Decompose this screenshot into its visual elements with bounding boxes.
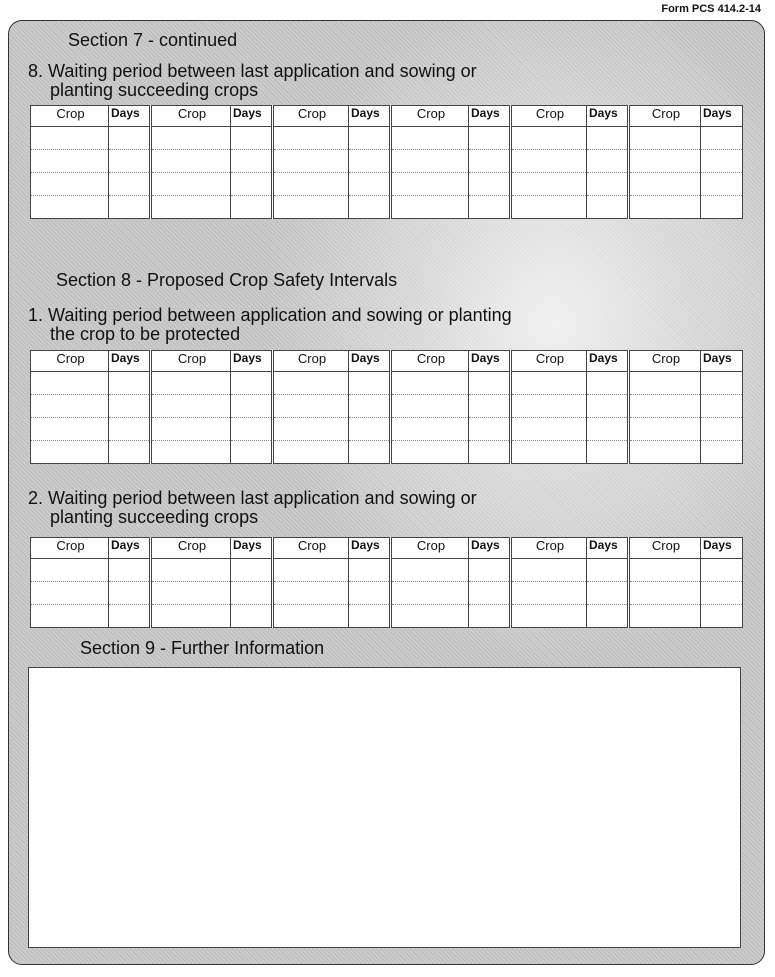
- days-column-header: Days: [231, 538, 273, 559]
- crop-column-header: Crop: [31, 351, 109, 372]
- days-cell[interactable]: [231, 395, 273, 418]
- crop-cell[interactable]: [273, 418, 349, 441]
- table-row: [31, 127, 743, 150]
- days-cell[interactable]: [109, 196, 151, 219]
- days-column-header: Days: [109, 106, 151, 127]
- crop-column-header: Crop: [391, 538, 469, 559]
- crop-cell[interactable]: [31, 372, 109, 395]
- days-cell[interactable]: [587, 372, 629, 395]
- crop-cell[interactable]: [391, 395, 469, 418]
- crop-column-header: Crop: [511, 538, 587, 559]
- section8-q1-label: [28, 306, 512, 344]
- days-cell[interactable]: [469, 173, 511, 196]
- question-line1: 2. Waiting period between last application and sowing or: [28, 488, 477, 508]
- crop-cell[interactable]: [511, 127, 587, 150]
- crop-column-header: Crop: [629, 106, 701, 127]
- crop-cell[interactable]: [151, 605, 231, 628]
- crop-cell[interactable]: [629, 196, 701, 219]
- crop-cell[interactable]: [273, 605, 349, 628]
- days-cell[interactable]: [109, 150, 151, 173]
- days-cell[interactable]: [349, 418, 391, 441]
- crop-cell[interactable]: [273, 196, 349, 219]
- crop-cell[interactable]: [273, 150, 349, 173]
- days-column-header: Days: [469, 106, 511, 127]
- days-cell[interactable]: [469, 196, 511, 219]
- question-line2: planting succeeding crops: [50, 507, 259, 527]
- crop-cell[interactable]: [391, 150, 469, 173]
- days-cell[interactable]: [109, 559, 151, 582]
- days-cell[interactable]: [469, 150, 511, 173]
- days-cell[interactable]: [701, 372, 743, 395]
- crop-cell[interactable]: [511, 582, 587, 605]
- days-cell[interactable]: [349, 196, 391, 219]
- days-column-header: Days: [701, 351, 743, 372]
- days-column-header: Days: [587, 538, 629, 559]
- crop-cell[interactable]: [31, 441, 109, 464]
- crop-table-section7-q8: [30, 105, 743, 219]
- days-cell[interactable]: [587, 395, 629, 418]
- crop-column-header: Crop: [151, 538, 231, 559]
- days-cell[interactable]: [701, 150, 743, 173]
- table-row: [31, 559, 743, 582]
- question-line2: planting succeeding crops: [50, 80, 259, 100]
- section7-q8-label: [28, 62, 477, 100]
- days-cell[interactable]: [587, 441, 629, 464]
- days-cell[interactable]: [469, 605, 511, 628]
- days-cell[interactable]: [231, 605, 273, 628]
- days-cell[interactable]: [349, 395, 391, 418]
- days-cell[interactable]: [109, 173, 151, 196]
- crop-cell[interactable]: [31, 173, 109, 196]
- days-cell[interactable]: [587, 582, 629, 605]
- crop-cell[interactable]: [511, 173, 587, 196]
- days-column-header: Days: [349, 106, 391, 127]
- days-cell[interactable]: [231, 418, 273, 441]
- days-column-header: Days: [109, 538, 151, 559]
- days-column-header: Days: [349, 538, 391, 559]
- days-cell[interactable]: [701, 395, 743, 418]
- days-cell[interactable]: [701, 196, 743, 219]
- days-cell[interactable]: [587, 559, 629, 582]
- days-cell[interactable]: [587, 173, 629, 196]
- days-cell[interactable]: [701, 559, 743, 582]
- crop-cell[interactable]: [273, 441, 349, 464]
- crop-cell[interactable]: [151, 372, 231, 395]
- crop-cell[interactable]: [629, 418, 701, 441]
- days-column-header: Days: [587, 351, 629, 372]
- further-information-field[interactable]: [28, 667, 741, 948]
- crop-column-header: Crop: [629, 538, 701, 559]
- table-row: [31, 441, 743, 464]
- table-row: [31, 605, 743, 628]
- crop-cell[interactable]: [629, 605, 701, 628]
- crop-table-section8-q2: [30, 537, 743, 628]
- table-row: [31, 395, 743, 418]
- crop-cell[interactable]: [629, 559, 701, 582]
- crop-cell[interactable]: [151, 582, 231, 605]
- days-cell[interactable]: [349, 559, 391, 582]
- days-cell[interactable]: [349, 372, 391, 395]
- crop-cell[interactable]: [391, 372, 469, 395]
- crop-cell[interactable]: [151, 559, 231, 582]
- crop-column-header: Crop: [391, 106, 469, 127]
- table-row: [31, 150, 743, 173]
- days-cell[interactable]: [109, 441, 151, 464]
- days-column-header: Days: [587, 106, 629, 127]
- crop-cell[interactable]: [31, 196, 109, 219]
- question-line1: 8. Waiting period between last application and sowing or: [28, 61, 477, 81]
- section8-heading: Section 8 - Proposed Crop Safety Intervals: [56, 270, 398, 290]
- days-cell[interactable]: [109, 372, 151, 395]
- crop-cell[interactable]: [511, 196, 587, 219]
- crop-cell[interactable]: [273, 173, 349, 196]
- crop-cell[interactable]: [151, 127, 231, 150]
- crop-cell[interactable]: [629, 127, 701, 150]
- crop-cell[interactable]: [511, 372, 587, 395]
- crop-cell[interactable]: [151, 418, 231, 441]
- section8-q2-label: [28, 489, 477, 527]
- crop-cell[interactable]: [151, 441, 231, 464]
- crop-cell[interactable]: [151, 395, 231, 418]
- table-row: [31, 196, 743, 219]
- table-row: [31, 418, 743, 441]
- days-cell[interactable]: [469, 582, 511, 605]
- days-cell[interactable]: [587, 418, 629, 441]
- days-cell[interactable]: [231, 127, 273, 150]
- days-cell[interactable]: [349, 173, 391, 196]
- crop-cell[interactable]: [31, 418, 109, 441]
- crop-cell[interactable]: [511, 605, 587, 628]
- crop-cell[interactable]: [273, 127, 349, 150]
- days-cell[interactable]: [701, 173, 743, 196]
- days-column-header: Days: [349, 351, 391, 372]
- crop-column-header: Crop: [391, 351, 469, 372]
- crop-cell[interactable]: [273, 582, 349, 605]
- days-cell[interactable]: [587, 127, 629, 150]
- days-cell[interactable]: [109, 582, 151, 605]
- crop-cell[interactable]: [629, 441, 701, 464]
- form-number: Form PCS 414.2-14: [661, 3, 761, 15]
- crop-cell[interactable]: [31, 395, 109, 418]
- days-cell[interactable]: [349, 150, 391, 173]
- crop-cell[interactable]: [629, 150, 701, 173]
- days-column-header: Days: [231, 106, 273, 127]
- crop-cell[interactable]: [391, 441, 469, 464]
- crop-column-header: Crop: [629, 351, 701, 372]
- crop-column-header: Crop: [511, 351, 587, 372]
- crop-cell[interactable]: [151, 173, 231, 196]
- days-cell[interactable]: [701, 605, 743, 628]
- days-cell[interactable]: [701, 582, 743, 605]
- crop-cell[interactable]: [511, 559, 587, 582]
- days-cell[interactable]: [109, 605, 151, 628]
- days-cell[interactable]: [587, 196, 629, 219]
- section7-heading: Section 7 - continued: [68, 30, 238, 50]
- days-cell[interactable]: [349, 127, 391, 150]
- days-cell[interactable]: [469, 395, 511, 418]
- table-row: [31, 582, 743, 605]
- days-column-header: Days: [701, 106, 743, 127]
- crop-column-header: Crop: [273, 351, 349, 372]
- crop-cell[interactable]: [31, 605, 109, 628]
- days-cell[interactable]: [231, 196, 273, 219]
- crop-column-header: Crop: [151, 351, 231, 372]
- crop-cell[interactable]: [391, 605, 469, 628]
- days-cell[interactable]: [231, 582, 273, 605]
- days-cell[interactable]: [469, 418, 511, 441]
- days-cell[interactable]: [349, 441, 391, 464]
- days-cell[interactable]: [701, 418, 743, 441]
- crop-column-header: Crop: [273, 538, 349, 559]
- days-cell[interactable]: [469, 372, 511, 395]
- days-cell[interactable]: [109, 418, 151, 441]
- crop-column-header: Crop: [273, 106, 349, 127]
- crop-cell[interactable]: [629, 582, 701, 605]
- table-row: [31, 173, 743, 196]
- days-cell[interactable]: [587, 605, 629, 628]
- question-line2: the crop to be protected: [50, 324, 241, 344]
- days-cell[interactable]: [469, 559, 511, 582]
- days-cell[interactable]: [701, 127, 743, 150]
- crop-cell[interactable]: [391, 582, 469, 605]
- section9-heading: Section 9 - Further Information: [80, 638, 325, 658]
- days-cell[interactable]: [349, 582, 391, 605]
- days-column-header: Days: [231, 351, 273, 372]
- crop-column-header: Crop: [31, 538, 109, 559]
- crop-cell[interactable]: [511, 418, 587, 441]
- days-cell[interactable]: [469, 441, 511, 464]
- crop-cell[interactable]: [31, 559, 109, 582]
- crop-cell[interactable]: [273, 395, 349, 418]
- days-cell[interactable]: [231, 150, 273, 173]
- days-cell[interactable]: [231, 559, 273, 582]
- days-cell[interactable]: [349, 605, 391, 628]
- crop-cell[interactable]: [273, 559, 349, 582]
- days-column-header: Days: [701, 538, 743, 559]
- crop-column-header: Crop: [511, 106, 587, 127]
- crop-column-header: Crop: [31, 106, 109, 127]
- crop-cell[interactable]: [629, 372, 701, 395]
- days-cell[interactable]: [231, 173, 273, 196]
- crop-cell[interactable]: [511, 150, 587, 173]
- crop-cell[interactable]: [391, 559, 469, 582]
- days-cell[interactable]: [231, 441, 273, 464]
- crop-cell[interactable]: [629, 395, 701, 418]
- crop-cell[interactable]: [31, 582, 109, 605]
- days-column-header: Days: [469, 538, 511, 559]
- days-cell[interactable]: [109, 127, 151, 150]
- days-cell[interactable]: [231, 372, 273, 395]
- crop-cell[interactable]: [31, 127, 109, 150]
- table-row: [31, 372, 743, 395]
- days-cell[interactable]: [701, 441, 743, 464]
- days-column-header: Days: [109, 351, 151, 372]
- crop-cell[interactable]: [151, 150, 231, 173]
- days-cell[interactable]: [469, 127, 511, 150]
- crop-cell[interactable]: [31, 150, 109, 173]
- days-cell[interactable]: [587, 150, 629, 173]
- crop-cell[interactable]: [391, 127, 469, 150]
- crop-cell[interactable]: [151, 196, 231, 219]
- crop-cell[interactable]: [391, 196, 469, 219]
- days-column-header: Days: [469, 351, 511, 372]
- crop-cell[interactable]: [391, 173, 469, 196]
- crop-cell[interactable]: [511, 441, 587, 464]
- crop-cell[interactable]: [391, 418, 469, 441]
- days-cell[interactable]: [109, 395, 151, 418]
- crop-table-section8-q1: [30, 350, 743, 464]
- crop-column-header: Crop: [151, 106, 231, 127]
- crop-cell[interactable]: [629, 173, 701, 196]
- crop-cell[interactable]: [273, 372, 349, 395]
- crop-cell[interactable]: [511, 395, 587, 418]
- question-line1: 1. Waiting period between application and sowing or planting: [28, 305, 512, 325]
